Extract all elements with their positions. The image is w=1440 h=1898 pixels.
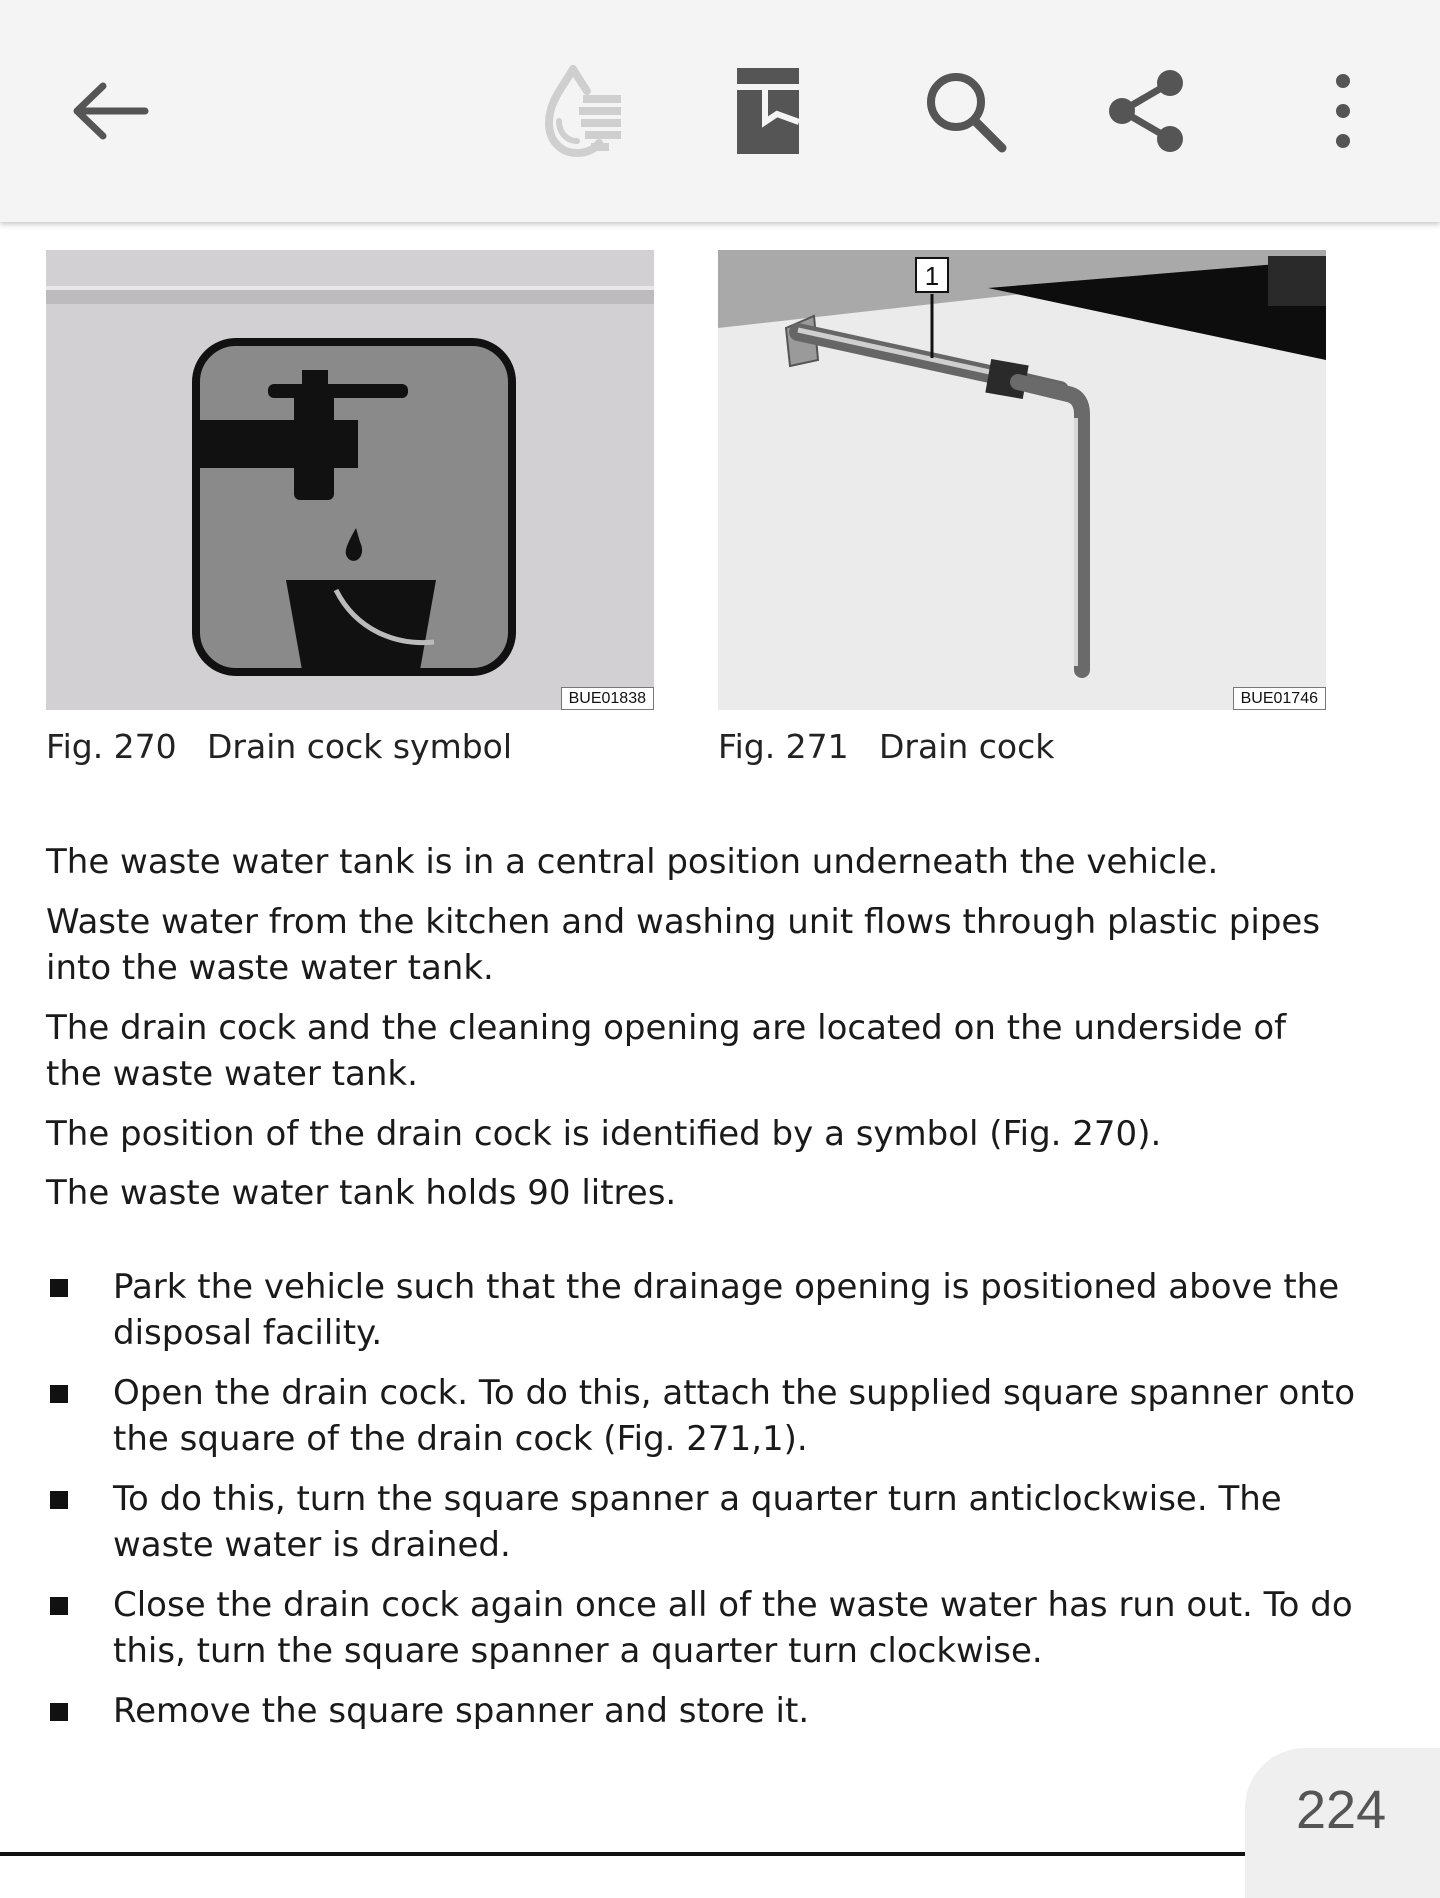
water-drop-lines-icon [529, 61, 629, 161]
figure-drain-cock-symbol [46, 250, 654, 710]
more-options-button[interactable] [1283, 51, 1403, 171]
bullet-square [50, 1491, 68, 1509]
drain-cock-photo [718, 250, 1326, 710]
figure-drain-cock [718, 250, 1326, 710]
list-item-text: Remove the square spanner and store it. [113, 1691, 810, 1731]
list-item-text: Close the drain cock again once all of the waste water has run out. To do this, turn the square spanner a quarter turn clockwise. [113, 1585, 1353, 1671]
arrow-left-icon [71, 81, 151, 141]
figure-number: Fig. 271 [718, 727, 849, 766]
bullet-square [50, 1703, 68, 1721]
figure-caption [46, 727, 512, 766]
list-item-text: To do this, turn the square spanner a quarter turn anticlockwise. The waste water is drained. [113, 1479, 1282, 1565]
bullet-square [50, 1597, 68, 1615]
list-item-text: Open the drain cock. To do this, attach the supplied square spanner onto the square of the drain cock (Fig. 271,1). [113, 1373, 1356, 1459]
page-bottom-rule [0, 1852, 1265, 1856]
bullet-square [50, 1385, 68, 1403]
color-mode-button[interactable] [519, 51, 639, 171]
back-button[interactable] [51, 51, 171, 171]
app-toolbar [0, 0, 1440, 222]
bookmark-button[interactable] [708, 51, 828, 171]
drain-cock-symbol-image [46, 250, 654, 710]
body-paragraph: The drain cock and the cleaning opening are located on the underside of the waste water tank. [46, 1008, 1287, 1094]
body-paragraph: The waste water tank holds 90 litres. [46, 1173, 677, 1213]
body-paragraph: The waste water tank is in a central position underneath the vehicle. [46, 842, 1219, 882]
document-page [0, 222, 1440, 1864]
page-number: 224 [1296, 1780, 1387, 1840]
bookmark-page-icon [733, 66, 803, 156]
share-icon [1106, 69, 1190, 153]
figure-code: BUE01838 [561, 687, 654, 710]
more-vertical-icon [1328, 71, 1358, 151]
share-button[interactable] [1088, 51, 1208, 171]
search-button[interactable] [905, 51, 1025, 171]
callout-label: 1 [924, 261, 940, 291]
figure-number: Fig. 270 [46, 727, 177, 766]
figure-code: BUE01746 [1233, 687, 1326, 710]
bullet-square [50, 1279, 68, 1297]
list-item-text: Park the vehicle such that the drainage opening is positioned above the disposal facility. [113, 1267, 1340, 1353]
body-paragraph: Waste water from the kitchen and washing unit flows through plastic pipes into the waste water tank. [46, 902, 1321, 988]
figure-title: Drain cock [879, 727, 1055, 766]
figure-title: Drain cock symbol [207, 727, 513, 766]
search-icon [922, 68, 1008, 154]
body-paragraph: The position of the drain cock is identified by a symbol (Fig. 270). [46, 1114, 1162, 1154]
figure-caption [718, 727, 1054, 766]
